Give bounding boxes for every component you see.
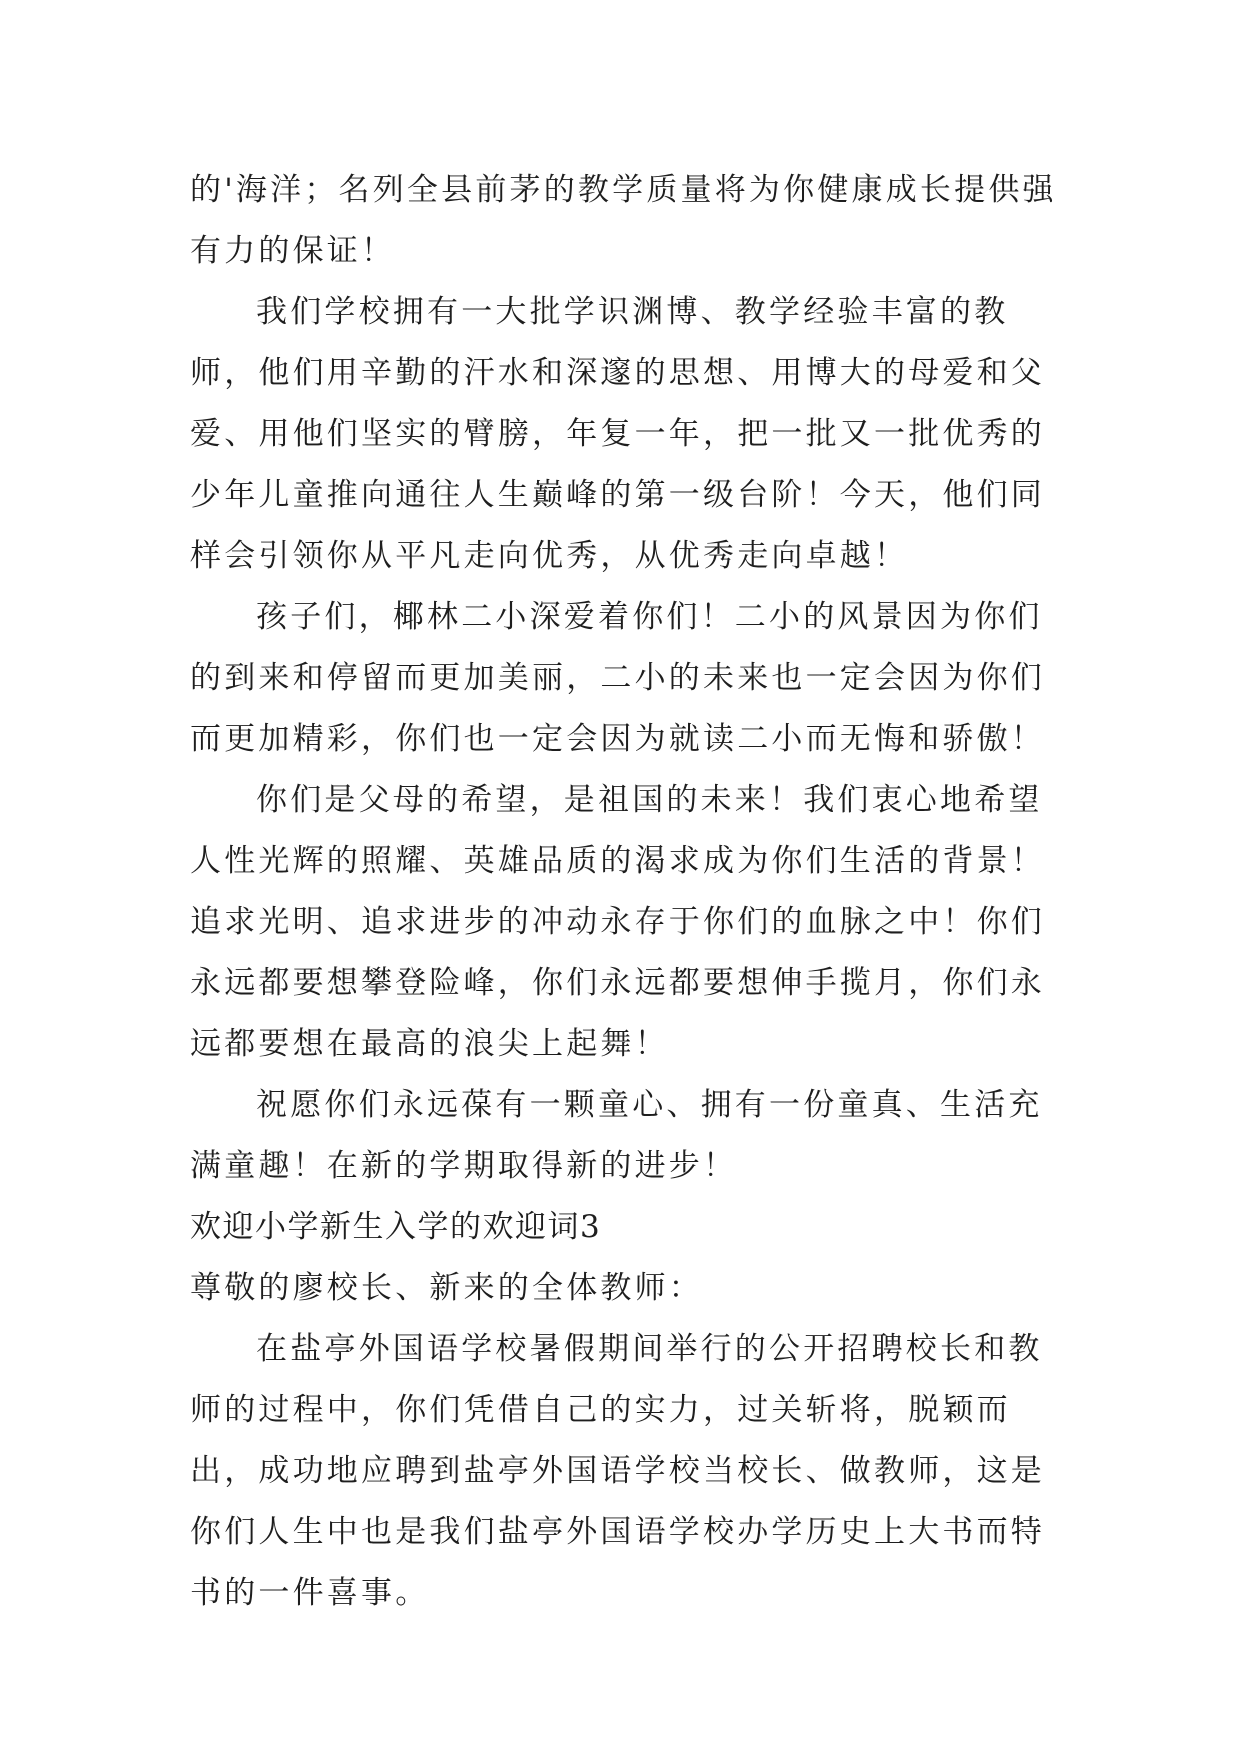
paragraph-wishes: 祝愿你们永远葆有一颗童心、拥有一份童真、生活充满童趣！在新的学期取得新的进步！ — [190, 1087, 1043, 1184]
paragraph-hope: 你们是父母的希望，是祖国的未来！我们衷心地希望人性光辉的照耀、英雄品质的渴求成为你们生活的背景！追求光明、追求进步的冲动永存于你们的血脉之中！你们永远都要想攀登险峰，你们永远都要想伸手揽月，你们永远都要想在最高的浪尖上起舞！ — [190, 782, 1045, 1062]
paragraph-continued: 的'海洋；名列全县前茅的教学质量将为你健康成长提供强有力的保证！ — [190, 172, 1057, 269]
paragraph-teachers: 我们学校拥有一大批学识渊博、教学经验丰富的教师，他们用辛勤的汗水和深邃的思想、用博大的母爱和父爱、用他们坚实的臂膀，年复一年，把一批又一批优秀的少年儿童推向通往人生巅峰的第一级台阶！今天，他们同样会引领你从平凡走向优秀，从优秀走向卓越！ — [190, 294, 1045, 574]
document-body — [190, 160, 1070, 1624]
paragraph-children: 孩子们，椰林二小深爱着你们！二小的风景因为你们的到来和停留而更加美丽，二小的未来也一定会因为你们而更加精彩，你们也一定会因为就读二小而无悔和骄傲！ — [190, 599, 1045, 757]
salutation: 尊敬的廖校长、新来的全体教师： — [190, 1270, 703, 1306]
section-heading: 欢迎小学新生入学的欢迎词3 — [190, 1209, 602, 1245]
paragraph-recruitment: 在盐亭外国语学校暑假期间举行的公开招聘校长和教师的过程中，你们凭借自己的实力，过关斩将，脱颖而出，成功地应聘到盐亭外国语学校当校长、做教师，这是你们人生中也是我们盐亭外国语学校办学历史上大书而特书的一件喜事。 — [190, 1331, 1045, 1611]
